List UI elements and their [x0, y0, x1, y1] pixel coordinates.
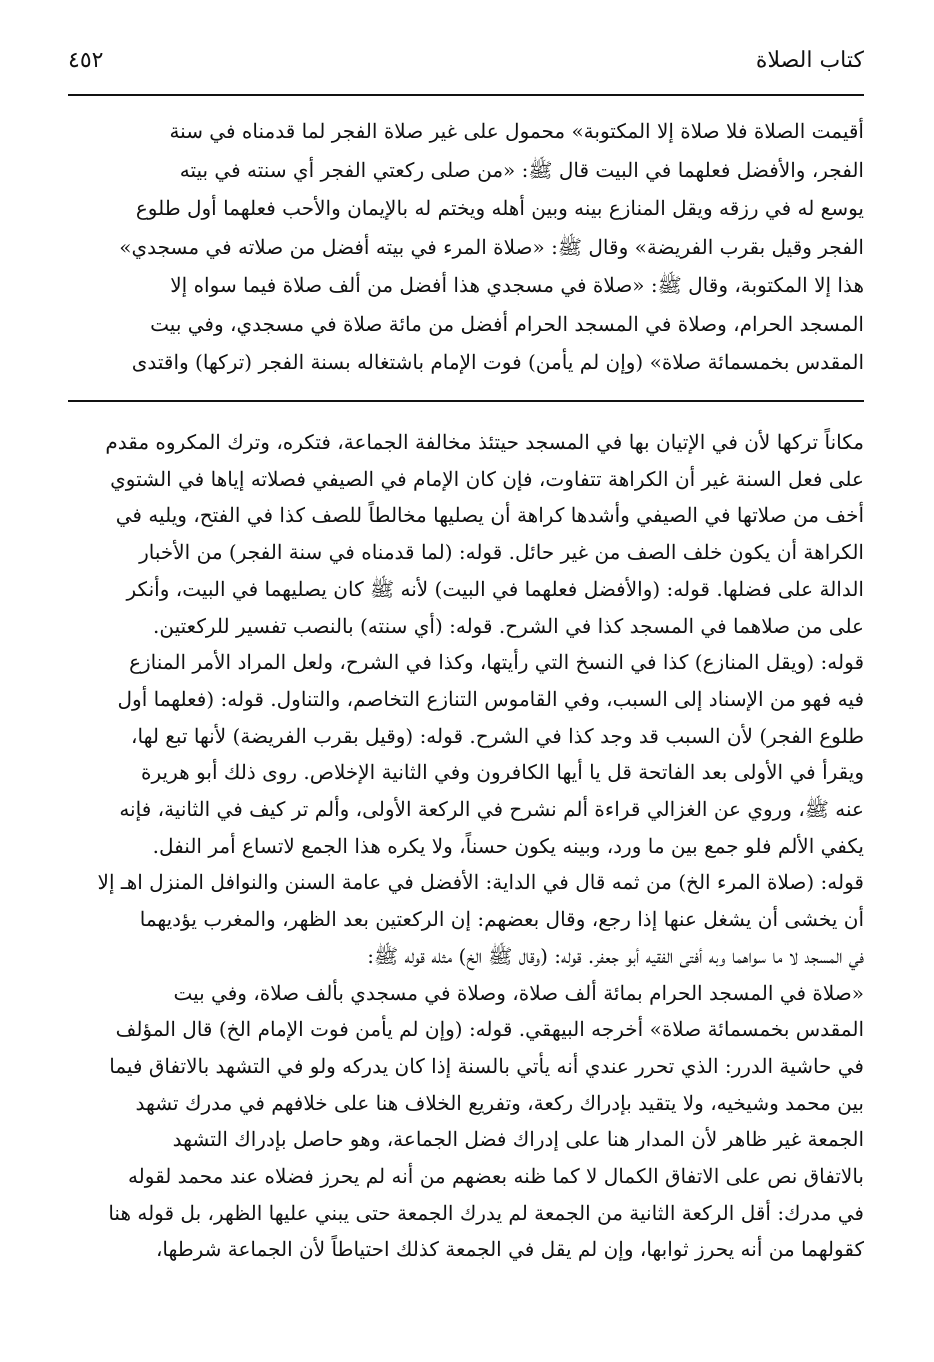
- commentary-line: فيه فهو من الإسناد إلى السبب، وفي القاموس التنازع التخاصم، والتناول. قوله: (فعلهما أول: [117, 686, 864, 711]
- commentary-line: الدالة على فضلها. قوله: (والأفضل فعلهما في البيت) لأنه ﷺ كان يصليهما في البيت، وأنكر: [126, 576, 864, 601]
- commentary-line: قوله: (ويقل المنازع) كذا في النسخ التي رأيتها، وكذا في الشرح، ولعل المراد الأمر المنازع: [129, 650, 864, 675]
- commentary-line: في مدرك: أقل الركعة الثانية من الجمعة لم يدرك الجمعة حتى يبني عليها الظهر، بل قوله هنا: [108, 1200, 864, 1225]
- commentary-line: عنه ﷺ، وروي عن الغزالي قراءة ألم نشرح في الركعة الأولى، وألم تر كيف في الثانية، فإنه: [119, 797, 864, 822]
- commentary-line: أن يخشى أن يشغل عنها إذا رجع، وقال بعضهم: إن الركعتين بعد الظهر، والمغرب يؤديهما: [139, 907, 864, 932]
- main-text-line: المسجد الحرام، وصلاة في المسجد الحرام أفضل من مائة صلاة في مسجدي، وفي بيت: [150, 311, 864, 336]
- commentary-line: كقولهما من أنه يحرز ثوابها، وإن لم يقل في الجمعة كذلك احتياطاً لأن الجماعة شرطها،: [155, 1237, 864, 1262]
- commentary-line: في حاشية الدرر: الذي تحرر عندي أنه يأتي بالسنة إذا كان يدركه ولو في التشهد بالاتفاق فيما: [109, 1053, 864, 1078]
- commentary-line: قوله: (صلاة المرء الخ) من ثمه قال في الداية: الأفضل في عامة السنن والنوافل المنزل اهـ إلا: [97, 870, 864, 895]
- main-text-line: الفجر، والأفضل فعلهما في البيت قال ﷺ: «من صلى ركعتي الفجر أي سنته في بيته: [179, 157, 864, 182]
- header-divider: [68, 94, 864, 96]
- page-header: [68, 40, 864, 80]
- commentary-text: [68, 424, 864, 1268]
- main-text-line: هذا إلا المكتوبة، وقال ﷺ: «صلاة في مسجدي هذا أفضل من ألف صلاة فيما سواه إلا: [170, 273, 864, 297]
- commentary-line: يكفي الألم فلو جمع بين ما ورد، وبينه يكون حسناً، ولا يكره هذا الجمع لاتساع أمر النفل.: [152, 833, 864, 858]
- commentary-line: مكاناً تركها لأن في الإتيان بها في المسجد حيتئذ مخالفة الجماعة، فتكره، وترك المكروه مقدم: [105, 430, 864, 454]
- main-text: [68, 112, 864, 382]
- main-text-line: المقدس بخمسمائة صلاة» (وإن لم يأمن) فوت الإمام باشتغاله بسنة الفجر (تركها) واقتدى: [131, 350, 864, 374]
- main-text-line: أقيمت الصلاة فلا صلاة إلا المكتوبة» محمول على غير صلاة الفجر لما قدمناه في سنة: [169, 119, 864, 143]
- commentary-line: الكراهة أن يكون خلف الصف من غير حائل. قوله: (لما قدمناه في سنة الفجر) من الأخبار: [139, 540, 864, 565]
- main-text-line: الفجر وقيل بقرب الفريضة» وقال ﷺ: «صلاة المرء في بيته أفضل من صلاته في مسجدي»: [119, 234, 864, 259]
- commentary-line: الجمعة غير ظاهر لأن المدار هنا على إدراك فضل الجماعة، وهو حاصل بإدراك التشهد: [172, 1127, 864, 1152]
- page-number: ٤٥٢: [68, 47, 104, 73]
- commentary-line: على من صلاهما في المسجد كذا في الشرح. قوله: (أي سنته) بالنصب تفسير للركعتين.: [153, 613, 864, 638]
- book-title: كتاب الصلاة: [755, 47, 864, 73]
- section-divider: [68, 400, 864, 402]
- commentary-line: «صلاة في المسجد الحرام بمائة ألف صلاة، وصلاة في مسجدي بألف صلاة، وفي بيت: [173, 980, 864, 1005]
- commentary-line: بالاتفاق نص على الاتفاق الكمال لا كما ظنه بعضهم من أنه لم يحرز فضلاه عند محمد لقوله: [127, 1164, 864, 1189]
- commentary-line: في المسجد لا ما سواهما وبه أفتى الفقيه أبو جعفر. قوله: (وقال ﷺ الخ) مثله قوله ﷺ:: [367, 943, 864, 968]
- commentary-line: على فعل السنة غير أن الكراهة تتفاوت، فإن كان الإمام في الصيفي فصلاته إياها في الشتوي: [110, 466, 864, 491]
- commentary-line: بين محمد وشيخيه، ولا يتقيد بإدراك ركعة، وتفريع الخلاف هنا على خلافهم في مدرك تشهد: [135, 1090, 864, 1115]
- commentary-line: المقدس بخمسمائة صلاة» أخرجه البيهقي. قوله: (وإن لم يأمن فوت الإمام الخ) قال المؤلف: [115, 1017, 864, 1042]
- commentary-line: أخف من صلاتها في الصيفي وأشدها كراهة أن يصليها مخالطاً للصف كذا في الفتح، ويليه في: [115, 503, 864, 528]
- commentary-line: ويقرأ في الأولى بعد الفاتحة قل يا أيها الكافرون وفي الثانية الإخلاص. روى ذلك أبو هريرة: [141, 760, 864, 785]
- main-text-line: يوسع له في رزقه ويقل المنازع بينه وبين أهله ويختم له بالإيمان والأحب فعلهما أول طلوع: [135, 196, 864, 220]
- commentary-line: طلوع الفجر) لأن السبب قد وجد كذا في الشرح. قوله: (وقيل بقرب الفريضة) لأنها تبع لها،: [131, 723, 864, 748]
